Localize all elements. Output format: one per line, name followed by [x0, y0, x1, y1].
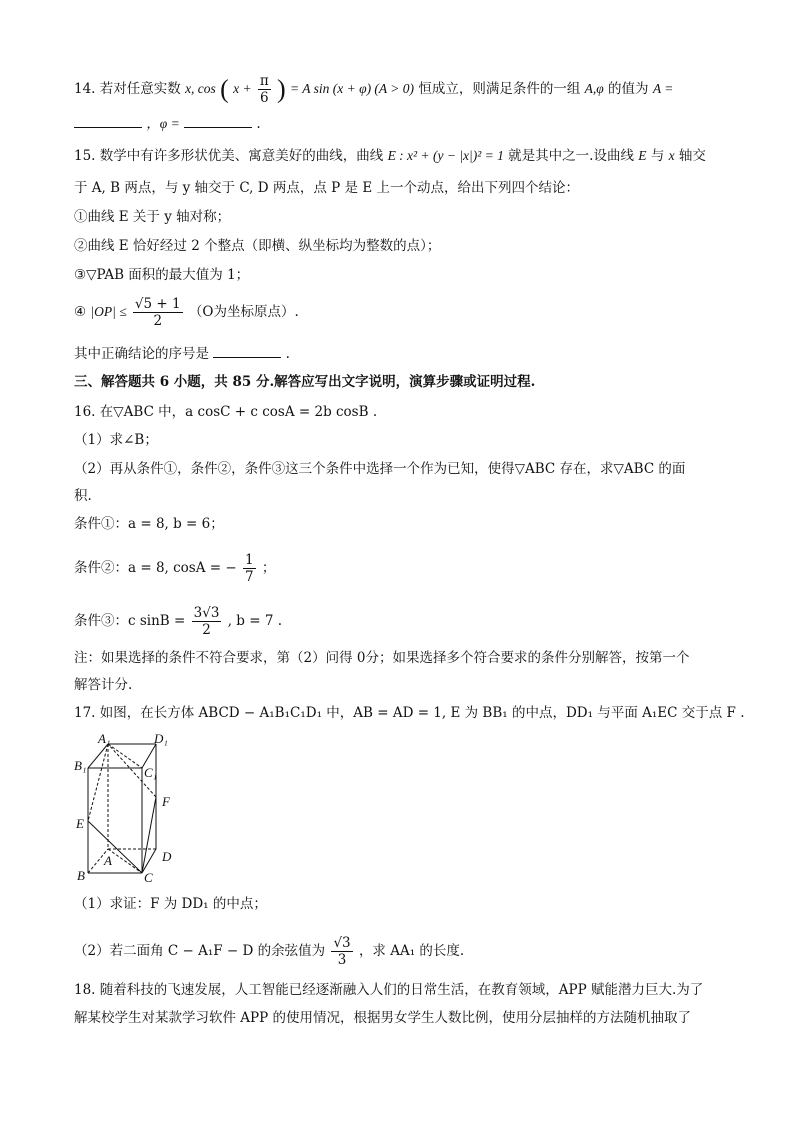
q16-part-2-line2: 积.	[74, 488, 92, 504]
label-e: E	[76, 816, 84, 831]
q15-conclusion-1: ①曲线 E 关于 y 轴对称；	[74, 209, 231, 225]
q16-condition-1: 条件①：a = 8, b = 6；	[74, 516, 224, 532]
answer-blank-q15[interactable]	[213, 343, 281, 358]
label-c: C	[144, 870, 153, 885]
q16-part-2-line1: （2）再从条件①，条件②，条件③这三个条件中选择一个作为已知，使得▽ABC 存在，求▽ABC 的面	[74, 461, 686, 477]
cuboid-figure	[74, 733, 184, 885]
answer-blank-A[interactable]	[74, 113, 142, 128]
q18-line2: 解某校学生对某款学习软件 APP 的使用情况，根据男女学生人数比例，使用分层抽样的方法随机抽取了	[74, 1010, 691, 1026]
q15-line2: 于 A, B 两点，与 y 轴交于 C, D 两点，点 P 是 E 上一个动点，给出下列四个结论：	[74, 180, 579, 196]
q16-title: 16. 在▽ABC 中，a cosC + c cosA = 2b cosB .	[74, 404, 378, 420]
label-a: A	[104, 853, 112, 868]
q16-note-line2: 解答计分.	[74, 677, 133, 693]
q15-conclusion-2: ②曲线 E 恰好经过 2 个整点（即横、纵坐标均为整数的点）；	[74, 238, 441, 254]
q17-part-2: （2）若二面角 C − A₁F − D 的余弦值为 $\frac{√3}{3}$ ，求 AA₁ 的长度.	[74, 935, 465, 968]
edge-a1-c1	[108, 744, 142, 768]
label-a1: A₁	[98, 733, 111, 746]
label-c1: C₁	[144, 765, 158, 780]
q16-cond2-fraction: $\frac{1}{7}$	[244, 552, 254, 585]
q14-pi-over-6: $\frac{\pi}{6}$	[259, 73, 269, 106]
q16-condition-3: 条件③：c sinB = $\frac{3√3}{2}$ , b = 7 .	[74, 605, 282, 638]
label-b: B	[77, 868, 85, 883]
q16-note-line1: 注：如果选择的条件不符合要求，第（2）问得 0分；如果选择多个符合要求的条件分别解答，按第一个	[74, 650, 690, 666]
q15-fraction: $\frac{√5 + 1}{2}$	[134, 296, 181, 329]
label-f: F	[162, 794, 170, 809]
label-d1: D₁	[154, 733, 168, 746]
q16-condition-2: 条件②：a = 8, cosA = − $\frac{1}{7}$ ；	[74, 552, 276, 585]
label-d: D	[162, 849, 172, 864]
q15-conclusion-3: ③▽PAB 面积的最大值为 1；	[74, 267, 250, 283]
q16-cond3-fraction: $\frac{3√3}{2}$	[193, 605, 220, 638]
q14-line1: 14. 若对任意实数 x, cos ( x + $\frac{\pi}{6}$ ) = A sin (x + φ) (A > 0) 恒成立，则满足条件的一组 A,φ 的值为 A =	[74, 73, 674, 106]
label-b1: B₁	[74, 758, 87, 773]
q15-line1: 15. 数学中有许多形状优美、寓意美好的曲线，曲线 E : x² + (y − |x|)² = 1 就是其中之一.设曲线 E 与 x 轴交	[74, 148, 706, 164]
q14-line2: ，φ = .	[74, 113, 261, 134]
q17-fraction: $\frac{√3}{3}$	[333, 935, 351, 968]
edge-e-c	[88, 821, 142, 873]
q17-title: 17. 如图，在长方体 ABCD − A₁B₁C₁D₁ 中，AB = AD = 1, E 为 BB₁ 的中点，DD₁ 与平面 A₁EC 交于点 F .	[74, 705, 745, 721]
q17-part-1: （1）求证：F 为 DD₁ 的中点；	[74, 896, 267, 912]
q16-part-1: （1）求∠B；	[74, 432, 158, 448]
q15-answer-line: 其中正确结论的序号是 .	[74, 343, 290, 364]
answer-blank-phi[interactable]	[184, 113, 252, 128]
q15-conclusion-4: ④ |OP| ≤ $\frac{√5 + 1}{2}$ （O为坐标原点）.	[74, 296, 299, 329]
section-3-heading: 三、解答题共 6 小题，共 85 分.解答应写出文字说明，演算步骤或证明过程.	[74, 374, 536, 390]
q18-line1: 18. 随着科技的飞速发展，人工智能已经逐渐融入人们的日常生活，在教育领域，APP 赋能潜力巨大.为了	[74, 982, 704, 998]
edge-a-c	[108, 849, 142, 873]
